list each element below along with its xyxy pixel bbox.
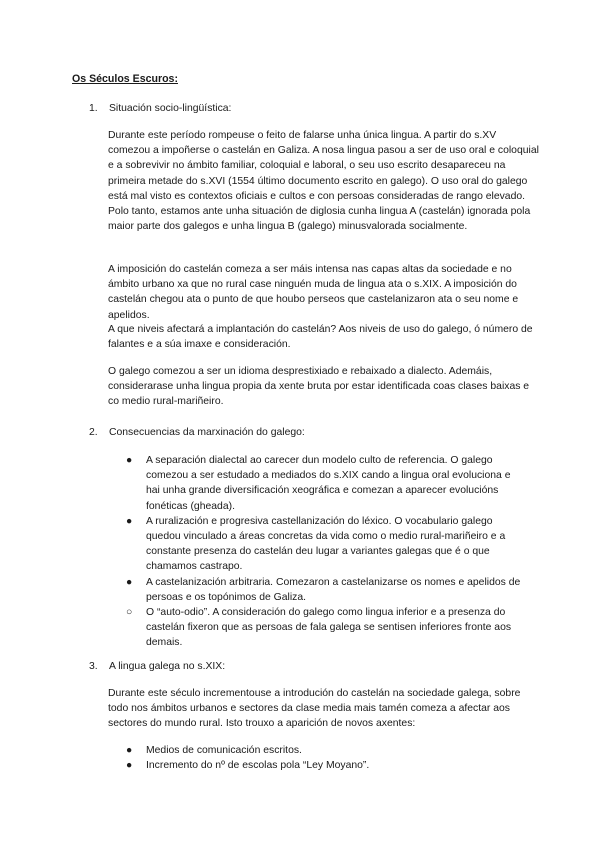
section-3-number: 3. (89, 661, 98, 672)
section-1-heading (89, 101, 529, 116)
section-3-title: A lingua galega no s.XIX: (109, 661, 226, 672)
section-3-paragraph-1: Durante este século incrementouse a introdución do castelán na sociedade galega, sobre todo nos ámbitos urbanos e sectores da clase media mais tamén comeza a afectar aos sectores do mundo rural. Isto trouxo a aparición de novos axentes: (108, 688, 521, 730)
list-item (126, 743, 526, 758)
section-2-number: 2. (89, 427, 98, 438)
list-item (126, 575, 526, 605)
bullet-text: A castelanización arbitraria. Comezaron a castelanizarse os nomes e apelidos de persoas e os topónimos de Galiza. (146, 576, 521, 603)
section-1-title: Situación socio-lingüística: (109, 103, 232, 114)
bullet-text: Medios de comunicación escritos. (146, 745, 302, 756)
ring-bullet-icon: ○ (126, 607, 133, 619)
section-1-number: 1. (89, 103, 98, 114)
list-item (126, 453, 526, 514)
section-1-paragraph-2: A imposición do castelán comeza a ser máis intensa nas capas altas da sociedade e no ámbito urbano xa que no rural case ninguén muda de lingua ata o s.XIX. A imposición do castelán chegou ata o punto de que houbo perseos que castelanizaron ata o seu nome e apelidos. (108, 264, 519, 321)
section-2-heading (89, 425, 529, 440)
bullet-text: Incremento do nº de escolas pola “Ley Moyano”. (146, 760, 370, 772)
bullet-icon: ● (126, 745, 133, 756)
document-title: Os Séculos Escuros: (72, 73, 178, 85)
list-item (126, 605, 526, 651)
bullet-icon: ● (126, 455, 133, 466)
section-2-bullet-list (126, 453, 526, 651)
section-1-paragraph-1: Durante este período rompeuse o feito de falarse unha única lingua. A partir do s.XV comezou a impoñerse o castelán en Galiza. A nosa lingua pasou a ser de uso oral e coloquial e a sobrevivir no ámbito familiar, coloquial e laboral, o seu uso escrito desapareceu na primeira metade do s.XVI (1554 último documento escrito en galego). O uso oral do galego está mal visto es contextos oficiais e cultos e con persoas consideradas de rango elevado. Polo tanto, estamos ante unha situación de diglosia cunha lingua A (castelán) ignorada pola maior parte dos galegos e unha lingua B (galego) minusvalorada socialmente. (108, 130, 539, 233)
bullet-text: A ruralización e progresiva castellanización do léxico. O vocabulario galego quedou vinculado a áreas concretas da vida como o medio rural-mariñeiro e a constante presenza do castelán deu lugar a variantes galegas que é o que chamamos castrapo. (146, 515, 506, 573)
section-3-heading (89, 659, 529, 674)
bullet-icon: ● (126, 576, 133, 588)
bullet-icon: ● (126, 515, 133, 527)
list-item (126, 514, 526, 575)
bullet-text: A separación dialectal ao carecer dun modelo culto de referencia. O galego comezou a ser estudado a mediados do s.XIX cando a lingua oral evoluciona e hai unha grande diversificación xeográfica e comezan a aparecer evolucións fonéticas (gheada). (146, 455, 511, 512)
list-item (126, 758, 526, 773)
bullet-icon: ● (126, 760, 133, 772)
section-1-paragraph-3: A que niveis afectará a implantación do castelán? Aos niveis de uso do galego, ó número de falantes e a súa imaxe e consideración. (108, 324, 533, 351)
section-3-bullet-list (126, 743, 526, 773)
section-1-paragraph-4: O galego comezou a ser un idioma desprestixiado e rebaixado a dialecto. Ademáis, considerarase unha lingua propia da xente bruta por estar identificada coas clases baixas e co medio rural-mariñeiro. (108, 366, 530, 408)
section-2-title: Consecuencias da marxinación do galego: (109, 427, 305, 438)
bullet-text: O “auto-odio”. A consideración do galego como lingua inferior e a presenza do castelán fixeron que as persoas de fala galega se sentisen inferiores fronte aos demais. (146, 607, 512, 649)
